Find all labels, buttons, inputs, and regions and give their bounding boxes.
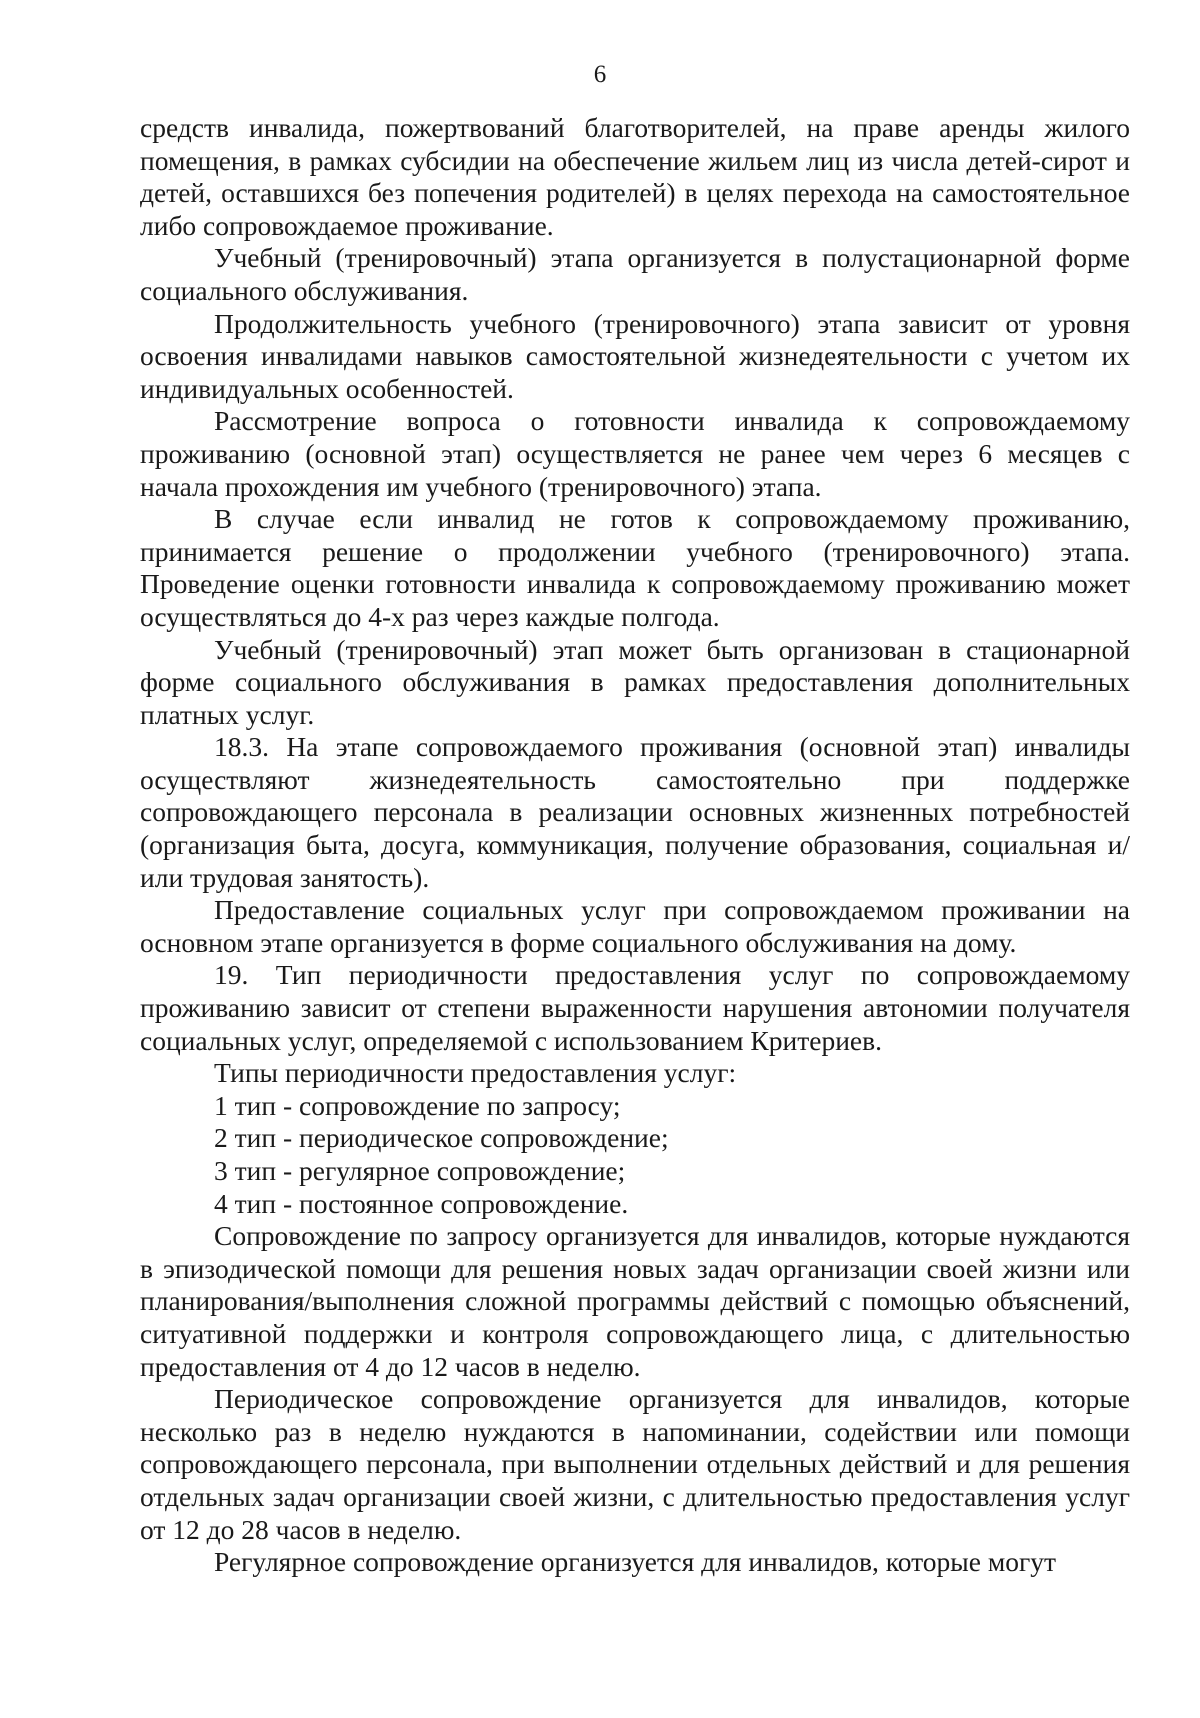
document-body bbox=[140, 112, 1130, 1579]
paragraph-inpatient-option: Учебный (тренировочный) этап может быть организован в стационарной форме социального обслуживания в рамках предоставления дополнительных платных услуг. bbox=[140, 633, 1130, 730]
paragraph-continuation: средств инвалида, пожертвований благотворителей, на праве аренды жилого помещения, в рамках субсидии на обеспечение жильем лиц из числа детей-сирот и детей, оставшихся без попечения родителей) в целях перехода на самостоятельное либо сопровождаемое проживание. bbox=[140, 112, 1130, 241]
list-item-type-4: 4 тип - постоянное сопровождение. bbox=[214, 1187, 629, 1219]
paragraph-on-request-support: Сопровождение по запросу организуется для инвалидов, которые нуждаются в эпизодической помощи для решения новых задач организации своей жизни или планирования/выполнения сложной программы действий с помощью объяснений, ситуативной поддержки и контроля сопровождающего лица, с длительностью предоставления от 4 до 12 часов в неделю. bbox=[140, 1220, 1130, 1382]
paragraph-18-3-main-stage: 18.3. На этапе сопровождаемого проживания (основной этап) инвалиды осуществляют жизнедеятельность самостоятельно при поддержке сопровождающего персонала в реализации основных жизненных потребностей (организация быта, досуга, коммуникация, получение образования, социальная и/или трудовая занятость). bbox=[140, 731, 1130, 893]
paragraph-readiness-review: Рассмотрение вопроса о готовности инвалида к сопровождаемому проживанию (основной этап) осуществляется не ранее чем через 6 месяцев с начала прохождения им учебного (тренировочного) этапа. bbox=[140, 405, 1130, 502]
paragraph-training-stage-duration: Продолжительность учебного (тренировочного) этапа зависит от уровня освоения инвалидами навыков самостоятельной жизнедеятельности с учетом их индивидуальных особенностей. bbox=[140, 307, 1130, 404]
paragraph-not-ready-case: В случае если инвалид не готов к сопровождаемому проживанию, принимается решение о продолжении учебного (тренировочного) этапа. Проведение оценки готовности инвалида к сопровождаемому проживанию может осуществляться до 4-х раз через каждые полгода. bbox=[140, 503, 1130, 632]
list-item-type-3: 3 тип - регулярное сопровождение; bbox=[214, 1155, 626, 1186]
list-item-type-2: 2 тип - периодическое сопровождение; bbox=[214, 1122, 669, 1154]
paragraph-home-service: Предоставление социальных услуг при сопровождаемом проживании на основном этапе организуется в форме социального обслуживания на дому. bbox=[140, 894, 1130, 958]
page-number: 6 bbox=[593, 61, 607, 88]
list-item-type-1: 1 тип - сопровождение по запросу; bbox=[214, 1089, 621, 1121]
paragraph-training-stage-form: Учебный (тренировочный) этапа организуется в полустационарной форме социального обслуживания. bbox=[140, 242, 1130, 306]
paragraph-19-periodicity: 19. Тип периодичности предоставления услуг по сопровождаемому проживанию зависит от степени выраженности нарушения автономии получателя социальных услуг, определяемой с использованием Критериев. bbox=[140, 959, 1130, 1056]
paragraph-regular-support: Регулярное сопровождение организуется для инвалидов, которые могут bbox=[214, 1546, 1057, 1578]
list-heading-periodicity-types: Типы периодичности предоставления услуг: bbox=[214, 1057, 737, 1089]
paragraph-periodic-support: Периодическое сопровождение организуется для инвалидов, которые несколько раз в неделю нуждаются в напоминании, содействии или помощи сопровождающего персонала, при выполнении отдельных действий и для решения отдельных задач организации своей жизни, с длительностью предоставления услуг от 12 до 28 часов в неделю. bbox=[140, 1383, 1130, 1545]
